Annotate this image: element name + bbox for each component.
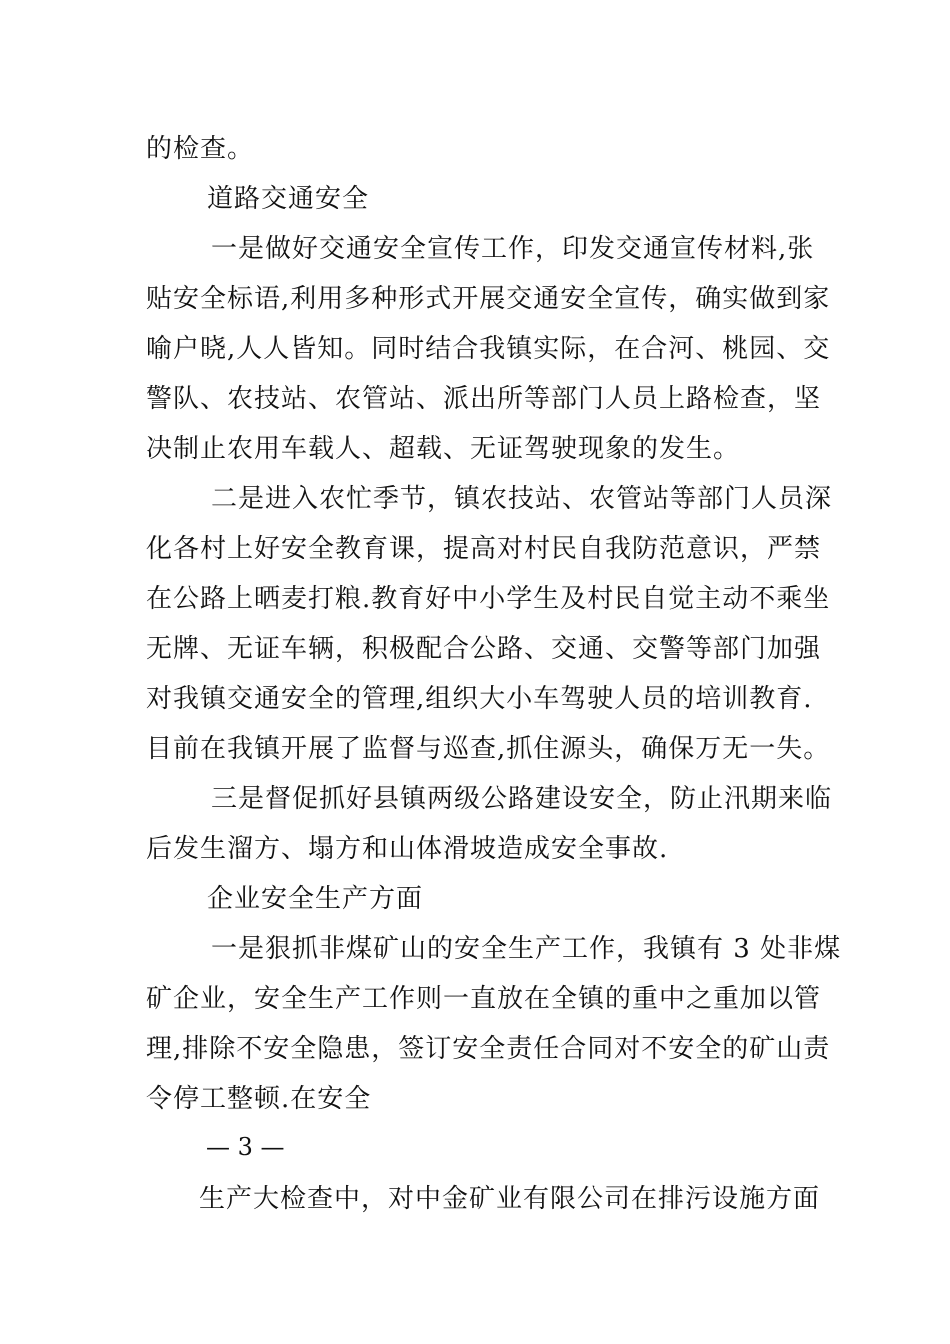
text-line: 一是做好交通安全宣传工作，印发交通宣传材料,张 <box>211 234 815 264</box>
text-line: 喻户晓,人人皆知。同时结合我镇实际，在合河、桃园、交 <box>146 334 831 364</box>
text-line: 的检查。 <box>146 134 255 164</box>
text-line: 三是督促抓好县镇两级公路建设安全，防止汛期来临 <box>211 784 833 814</box>
text-line: 对我镇交通安全的管理,组织大小车驾驶人员的培训教育. <box>146 684 813 714</box>
text-line: 在公路上晒麦打粮.教育好中小学生及村民自觉主动不乘坐 <box>146 584 831 614</box>
text-line: 矿企业，安全生产工作则一直放在全镇的重中之重加以管 <box>146 984 822 1014</box>
text-line: 理,排除不安全隐患，签订安全责任合同对不安全的矿山责 <box>146 1034 831 1064</box>
text-line: 生产大检查中，对中金矿业有限公司在排污设施方面 <box>199 1184 821 1214</box>
text-line: 警队、农技站、农管站、派出所等部门人员上路检查，坚 <box>146 384 822 414</box>
text-line: 贴安全标语,利用多种形式开展交通安全宣传，确实做到家 <box>146 284 831 314</box>
section-heading: 道路交通安全 <box>207 184 370 214</box>
text-line: 一是狠抓非煤矿山的安全生产工作，我镇有 3 处非煤 <box>211 934 842 964</box>
text-line: 化各村上好安全教育课，提高对村民自我防范意识，严禁 <box>146 534 822 564</box>
section-heading: 企业安全生产方面 <box>207 884 424 914</box>
text-line: 后发生溜方、塌方和山体滑坡造成安全事故. <box>146 834 669 864</box>
text-line: 令停工整顿.在安全 <box>146 1084 372 1114</box>
text-line: 决制止农用车载人、超载、无证驾驶现象的发生。 <box>146 434 741 464</box>
text-line: 目前在我镇开展了监督与巡查,抓住源头，确保万无一失。 <box>146 734 831 764</box>
page-number: — 3 — <box>206 1133 285 1161</box>
text-line: 无牌、无证车辆，积极配合公路、交通、交警等部门加强 <box>146 634 822 664</box>
text-line: 二是进入农忙季节，镇农技站、农管站等部门人员深 <box>211 484 833 514</box>
